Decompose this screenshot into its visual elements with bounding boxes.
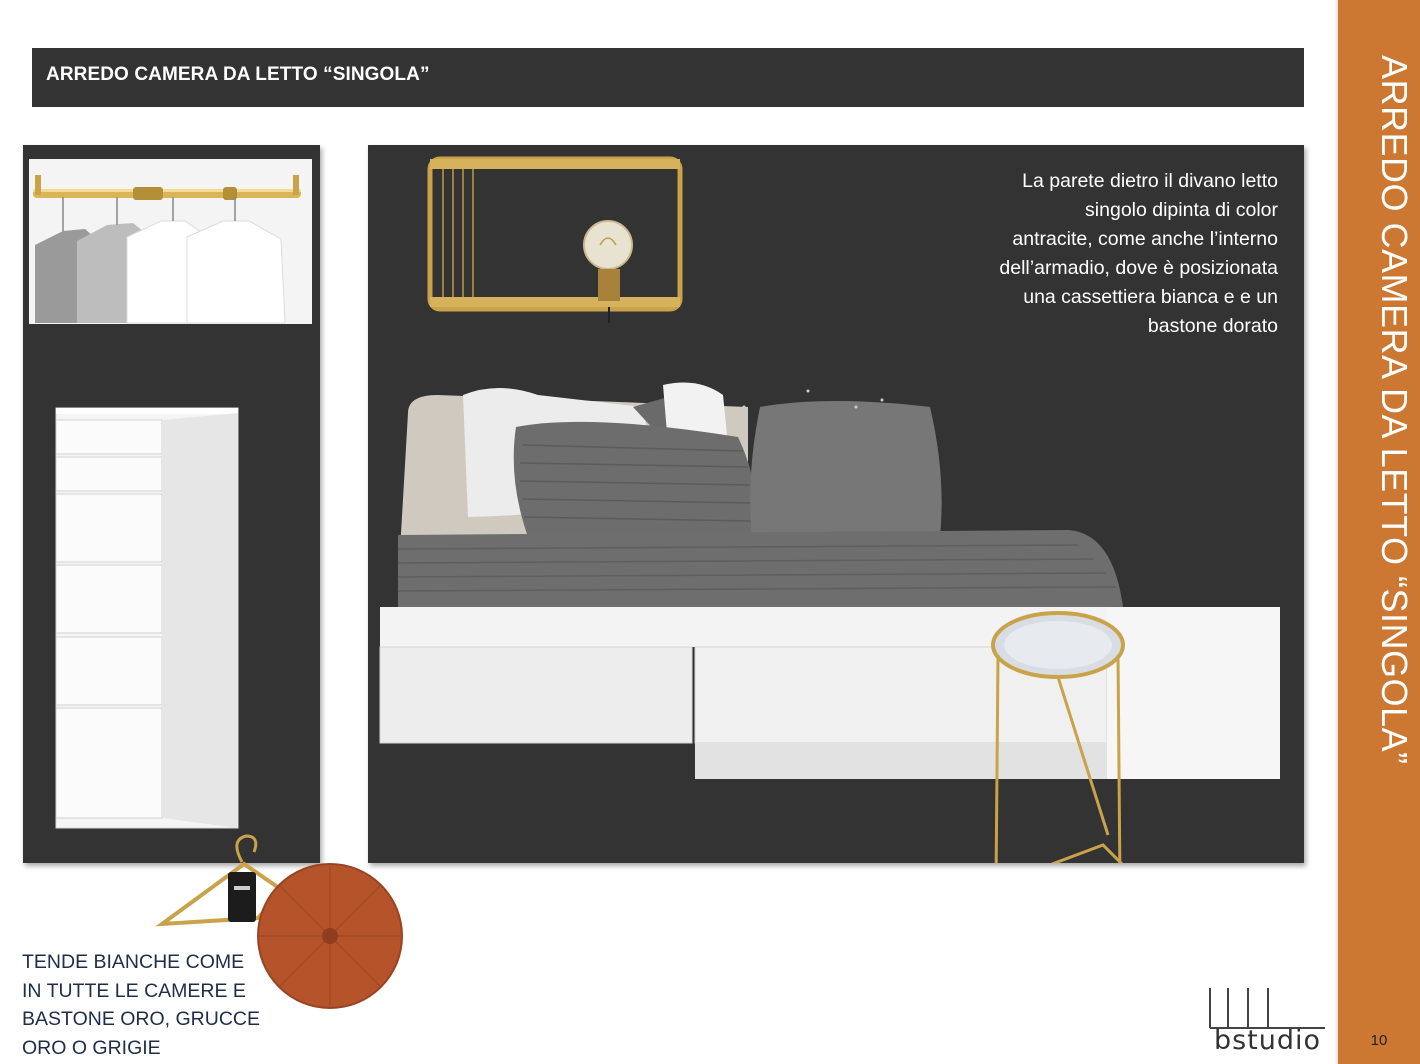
side-band: [1338, 0, 1420, 1064]
side-title: ARREDO CAMERA DA LETTO “SINGOLA”: [1374, 55, 1415, 765]
header-bar: [32, 48, 1304, 107]
daybed-panel: [368, 145, 1304, 863]
wardrobe-panel: [23, 145, 320, 863]
logo-text: bstudio: [1213, 1025, 1322, 1056]
page-title: ARREDO CAMERA DA LETTO “SINGOLA”: [46, 64, 430, 85]
description-text: La parete dietro il divano letto singolo dipinta di color antracite, come anche l’interno dell’armadio, dove è posizionata una cassettiera bianca e e un bastone dorato: [999, 170, 1278, 337]
bstudio-logo: [1200, 984, 1335, 1056]
wall-shelf-icon: [430, 159, 680, 309]
curtains-caption: TENDE BIANCHE COME IN TUTTE LE CAMERE E BASTONE ORO, GRUCCE ORO O GRIGIE: [22, 951, 261, 1059]
wardrobe-illustration: [23, 145, 320, 863]
page-number: 10: [1370, 1032, 1388, 1049]
daybed-icon: [380, 383, 1280, 779]
dresser-icon: [56, 408, 238, 828]
